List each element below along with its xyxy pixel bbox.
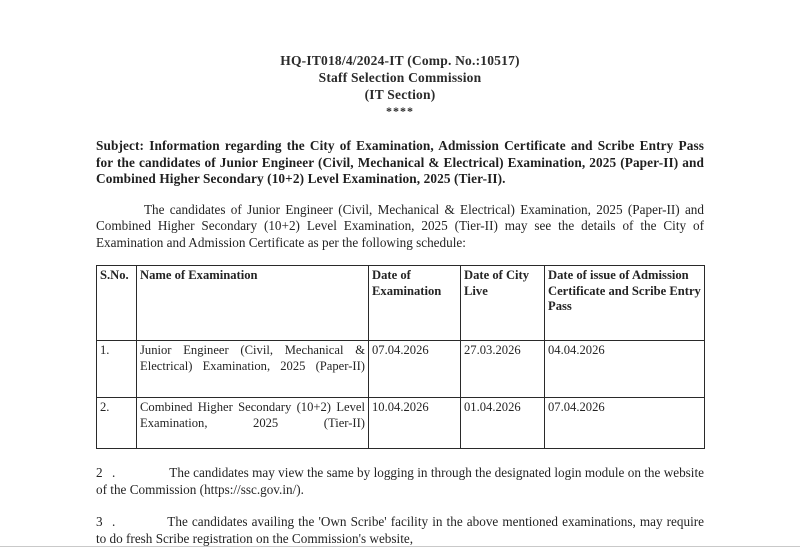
cell-date-admission-certificate: 07.04.2026: [545, 398, 705, 449]
header-organization: Staff Selection Commission: [318, 70, 482, 85]
cell-date-city-live: 01.04.2026: [461, 398, 545, 449]
table-header-name: Name of Examination: [137, 266, 369, 341]
table-header-date-city-live: Date of City Live: [461, 266, 545, 341]
table-row: [97, 398, 705, 449]
document-body: [96, 52, 704, 547]
numbered-paragraph-3: [96, 514, 704, 547]
table-header-date-of-exam: Date of Examination: [369, 266, 461, 341]
paragraph-separator-2: .: [112, 465, 116, 480]
paragraph-separator-3: .: [112, 514, 116, 529]
intro-paragraph: [96, 202, 704, 252]
numbered-paragraph-2: [96, 465, 704, 498]
paragraph-number-3: 3: [96, 514, 103, 529]
header-section: (IT Section): [364, 87, 436, 102]
cell-exam-name: Junior Engineer (Civil, Mechanical & Electrical) Examination, 2025 (Paper-II): [137, 341, 369, 398]
paragraph-number-2: 2: [96, 465, 103, 480]
cell-sno: 2.: [97, 398, 137, 449]
cell-exam-name: Combined Higher Secondary (10+2) Level Examination, 2025 (Tier-II): [137, 398, 369, 449]
table-header-sno: S.No.: [97, 266, 137, 341]
paragraph-text-3: The candidates availing the 'Own Scribe' facility in the above mentioned examinations, may require to do fresh Scribe registration on the Commission's website,: [96, 514, 704, 546]
paragraph-text-2: The candidates may view the same by logging in through the designated login module on the website of the Commission (https://ssc.gov.in/).: [96, 465, 704, 497]
schedule-table: [96, 265, 705, 449]
cell-date-of-exam: 10.04.2026: [369, 398, 461, 449]
cell-sno: 1.: [97, 341, 137, 398]
header-separator-stars: ****: [386, 104, 414, 118]
header-file-number: HQ-IT018/4/2024-IT (Comp. No.:10517): [280, 53, 520, 68]
cell-date-city-live: 27.03.2026: [461, 341, 545, 398]
table-header-row: [97, 266, 705, 341]
table-header-date-admission-certificate: Date of issue of Admission Certificate and Scribe Entry Pass: [545, 266, 705, 341]
document-header: [96, 52, 704, 120]
table-row: [97, 341, 705, 398]
cell-date-of-exam: 07.04.2026: [369, 341, 461, 398]
cell-date-admission-certificate: 04.04.2026: [545, 341, 705, 398]
subject-paragraph: Subject: Information regarding the City of Examination, Admission Certificate and Scribe Entry Pass for the candidates of Junior Engineer (Civil, Mechanical & Electrical) Examination, 2025 (Paper-II) and Combined Higher Secondary (10+2) Level Examination, 2025 (Tier-II).: [96, 138, 704, 186]
intro-paragraph-text: The candidates of Junior Engineer (Civil, Mechanical & Electrical) Examination, 2025 (Paper-II) and Combined Higher Secondary (10+2) Level Examination, 2025 (Tier-II) may see the details of the City of Examination and Admission Certificate as per the following schedule:: [96, 201, 704, 250]
